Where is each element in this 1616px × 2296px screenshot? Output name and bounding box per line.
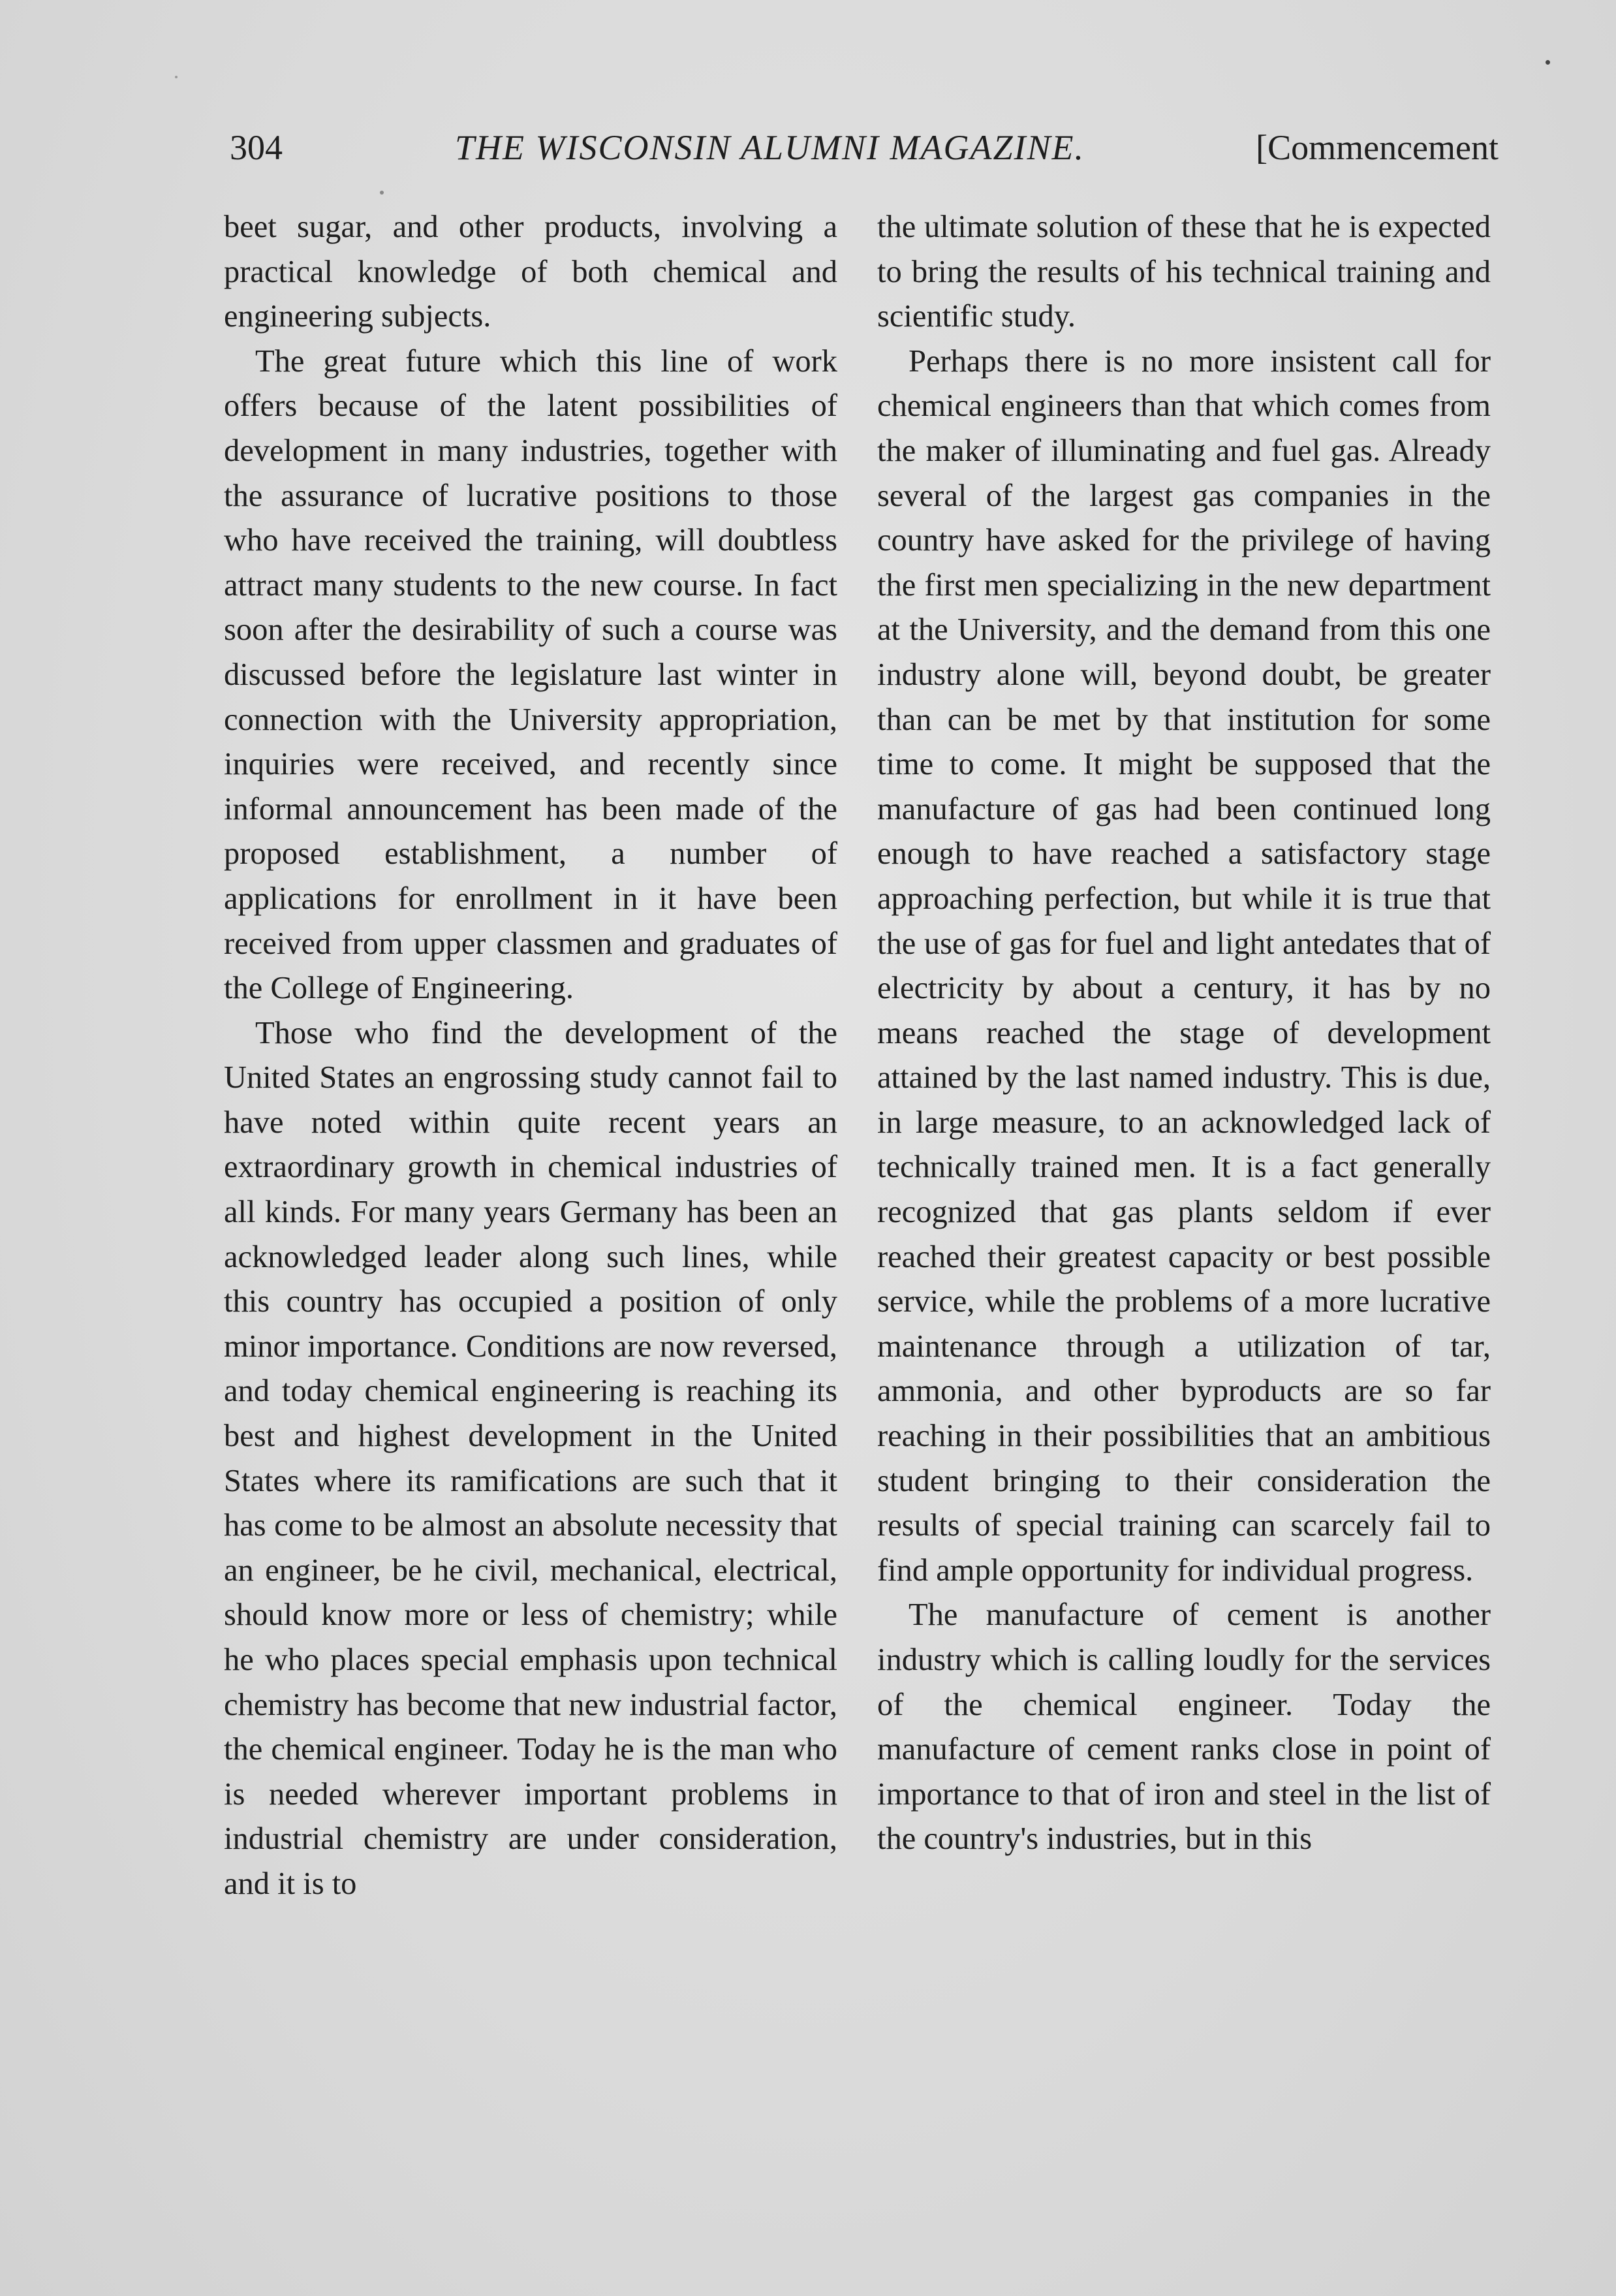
left-paragraph-3: Those who find the development of the United States an engrossing study cannot fail to have noted within quite recent years an extraordinary growth in chemical industries of all kinds. For many years Germany has been an acknowledged leader along such lines, while this country has occupied a position of only minor importance. Conditions are now reversed, and today chemical engineering is reaching its best and highest development in the United States where its ramifications are such that it has come to be almost an absolute necessity that an engineer, be he civil, mechanical, electrical, should know more or less of chemistry; while he who places special emphasis upon technical chemistry has become that new industrial factor, the chemical engineer. Today he is the man who is needed wherever important problems in industrial chemistry are under consideration, and it is to <box>224 1015 837 1901</box>
section-label: [Commencement <box>1256 128 1499 167</box>
left-column <box>224 205 837 1907</box>
running-header <box>230 121 1499 174</box>
left-paragraph-2: The great future which this line of work offers because of the latent possibilities of development in many industries, together with the assurance of lucrative positions to those who have received the training, will doubtless attract many students to the new course. In fact soon after the desirability of such a course was discussed before the legislature last winter in connection with the University appropriation, inquiries were received, and recently since informal announcement has been made of the proposed establishment, a number of applications for enrollment in it have been received from upper classmen and graduates of the College of Engineering. <box>224 343 837 1006</box>
page-number: 304 <box>230 128 283 167</box>
paper-speck <box>1546 60 1550 65</box>
right-paragraph-3: The manufacture of cement is another industry which is calling loudly for the services of the chemical engineer. Today the manufacture of cement ranks close in point of importance to that of iron and steel in the list of the country's industries, but in this <box>877 1597 1491 1857</box>
left-paragraph-1: beet sugar, and other products, involving a practical knowledge of both chemical and engineering subjects. <box>224 210 837 334</box>
right-paragraph-1: the ultimate solution of these that he is expected to bring the results of his technical training and scientific study. <box>877 210 1491 334</box>
magazine-title: THE WISCONSIN ALUMNI MAGAZINE. <box>455 128 1085 167</box>
right-paragraph-2: Perhaps there is no more insistent call for chemical engineers than that which comes from the maker of illuminating and fuel gas. Already several of the largest gas companies in the country have asked for the privilege of having the first men specializing in the new department at the University, and the demand from this one industry alone will, beyond doubt, be greater than can be met by that institution for some time to come. It might be supposed that the manufacture of gas had been continued long enough to have reached a satisfactory stage approaching perfection, but while it is true that the use of gas for fuel and light antedates that of electricity by about a century, it has by no means reached the stage of development attained by the last named industry. This is due, in large measure, to an acknowledged lack of technically trained men. It is a fact generally recognized that gas plants seldom if ever reached their greatest capacity or best possible service, while the problems of a more lucrative maintenance through a utilization of tar, ammonia, and other byproducts are so far reaching in their possibilities that an ambitious student bringing to their consideration the results of special training can scarcely fail to find ample opportunity for individual progress. <box>877 343 1491 1588</box>
right-column <box>877 205 1491 1862</box>
paper-speck <box>175 76 178 78</box>
paper-speck <box>380 191 384 195</box>
